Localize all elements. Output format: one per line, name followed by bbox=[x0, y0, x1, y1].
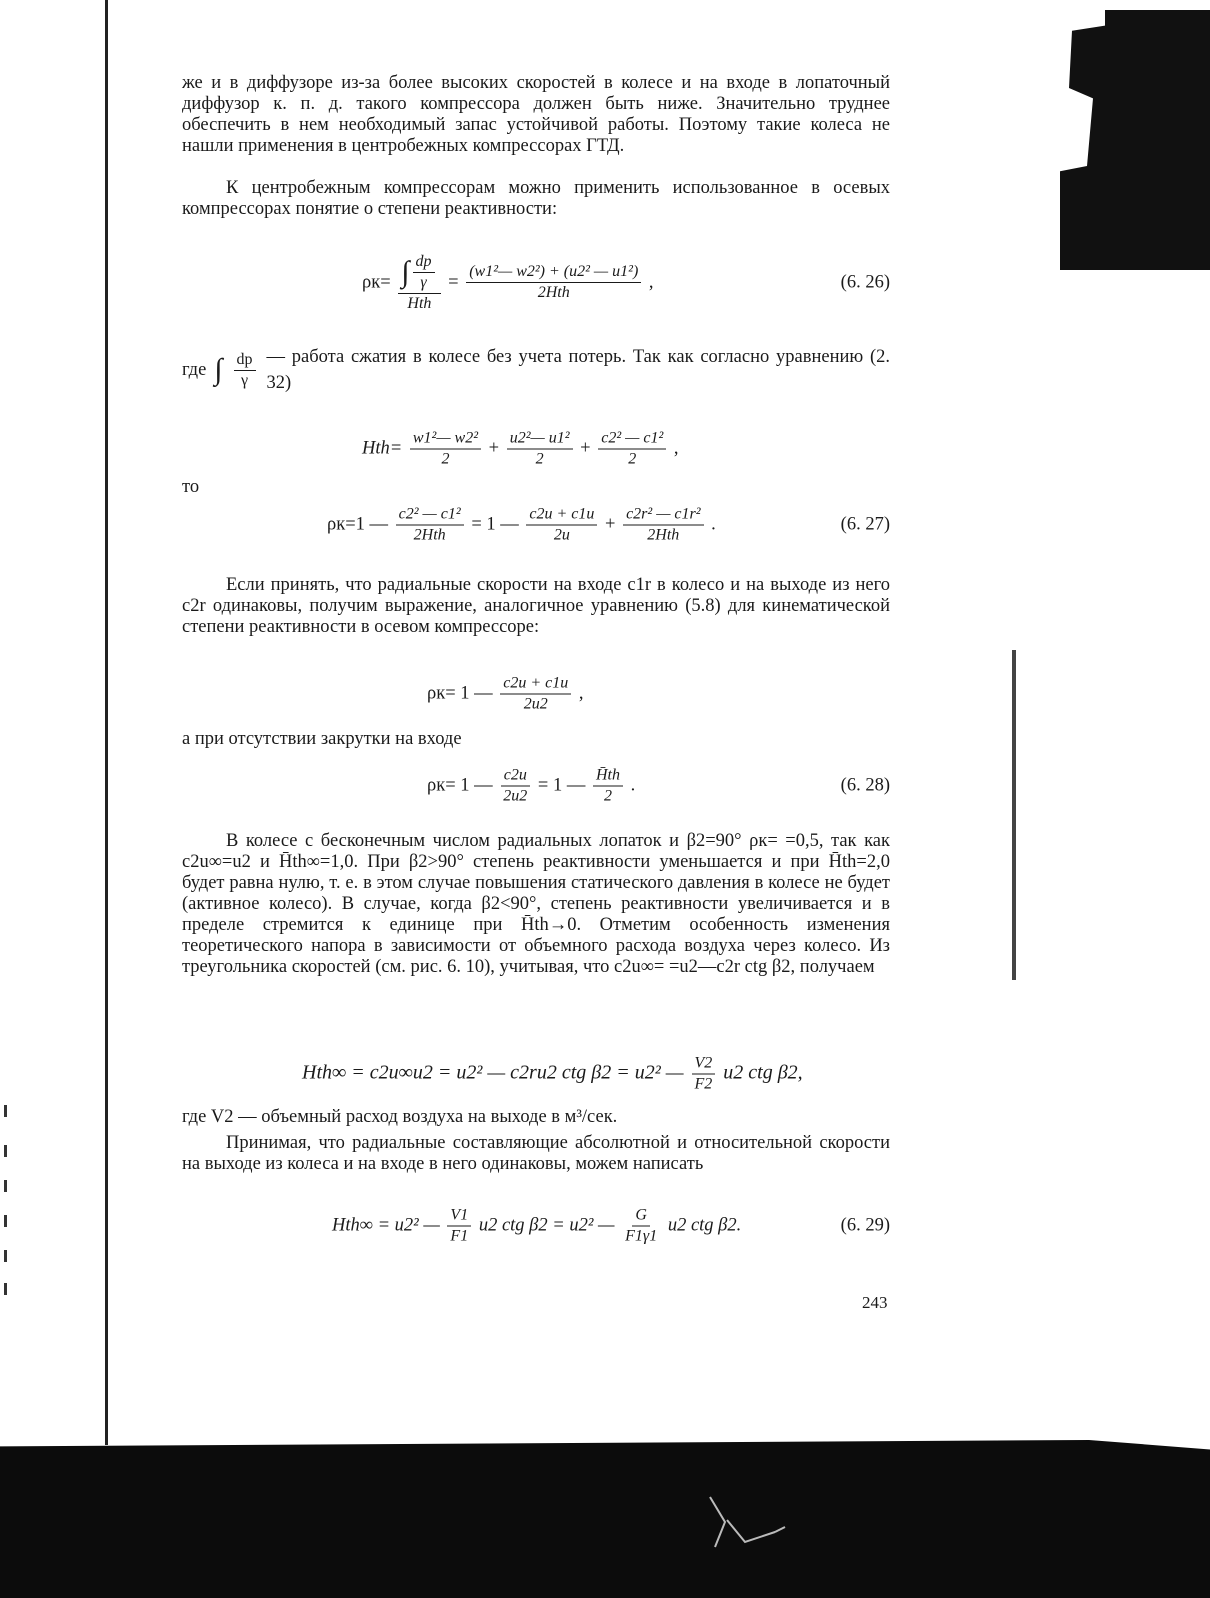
paragraph: где V2 — объемный расход воздуха на выходе в м³/сек. bbox=[182, 1107, 618, 1127]
equation-6-27: ρк=1 — $\frac{\text{c2² — c1²}}{\text{2Hth}}$ = 1 — $\frac{c2u + c1u}{2u}$ + $\frac{\text{c2r² — c1r²}}{\text{2Hth}}$ . (6. 27) bbox=[327, 505, 890, 544]
paragraph: где ∫ $\frac{dp}{\gamma}$ — работа сжатия в колесе без учета потерь. Так как согласно уравнению (2. 32) bbox=[182, 347, 890, 393]
paragraph: же и в диффузоре из-за более высоких скоростей в колесе и на входе в лопаточный диффузор к. п. д. такого компрессора должен быть ниже. Значительно труднее обеспечить в нем необходимый запас устойчивой работы. Поэтому такие колеса не нашли применения в центробежных компрессорах ГТД. bbox=[182, 73, 890, 156]
equation-6-28: ρк= 1 — $\frac{c2u}{2u2}$ = 1 — $\frac{H̄th}{2}$ . (6. 28) bbox=[427, 766, 890, 805]
equation-rho-k: ρк= 1 — $\frac{c2u + c1u}{2u2}$ , bbox=[427, 674, 584, 713]
scan-margin-marks bbox=[4, 1105, 10, 1295]
scan-shadow-line bbox=[1012, 650, 1016, 980]
equation-number: (6. 27) bbox=[840, 514, 890, 535]
integral-sign: ∫ bbox=[214, 353, 223, 386]
scan-shadow-bottom bbox=[0, 1440, 1210, 1598]
equation-hth-inf: Hth∞ = c2u∞u2 = u2² — c2ru2 ctg β2 = u2² — $\frac{V2}{F2}$ u2 ctg β2, bbox=[302, 1054, 803, 1093]
paragraph: В колесе с бесконечным числом радиальных лопаток и β2=90° ρк= =0,5, так как c2u∞=u2 и H̄th∞=1,0. При β2>90° степень реактивности уменьшается и при H̄th=2,0 будет равна нулю, т. е. в этом случае повышения статического давления в колесе не будет (активное колесо). В случае, когда β2<90°, степень реактивности увеличивается и в пределе стремится к единице при H̄th→0. Отметим особенность изменения теоретического напора в зависимости от объемного расхода воздуха через колесо. Из треугольника скоростей (см. рис. 6. 10), учитывая, что c2u∞= =u2—c2r ctg β2, получаем bbox=[182, 831, 890, 977]
scan-artifact bbox=[705, 1492, 795, 1552]
page-number: 243 bbox=[862, 1293, 888, 1312]
equation-number: (6. 26) bbox=[840, 272, 890, 292]
equation-number: (6. 28) bbox=[840, 775, 890, 796]
equation-number: (6. 29) bbox=[840, 1215, 890, 1236]
document-page bbox=[182, 73, 890, 1256]
paragraph: Принимая, что радиальные составляющие абсолютной и относительной скорости на выходе из колеса и на входе в него одинаковы, можем написать bbox=[182, 1133, 890, 1174]
scan-shadow-top-right bbox=[1060, 10, 1210, 270]
paragraph: К центробежным компрессорам можно применить использованное в осевых компрессорах понятие о степени реактивности: bbox=[182, 178, 890, 219]
equation-6-26: ρк= ∫ $\frac{dp}{\gamma}$ Hth = $\frac{\text{(w1²— w2²) + (u2² — u1²)}}{\text{2Hth}}$ , (6. 26) bbox=[362, 252, 890, 312]
scan-binding-edge bbox=[105, 0, 108, 1445]
paragraph: то bbox=[182, 477, 200, 497]
equation-6-29: Hth∞ = u2² — $\frac{V1}{F1}$ u2 ctg β2 = u2² — $\frac{G}{F1\gamma 1}$ u2 ctg β2. (6. 29) bbox=[332, 1206, 890, 1245]
equation-hth: Hth= $\frac{\text{w1²— w2²}}{2}$ + $\frac{\text{u2²— u1²}}{2}$ + $\frac{\text{c2² — c1²}}{2}$ , bbox=[362, 429, 679, 468]
paragraph: Если принять, что радиальные скорости на входе c1r в колесо и на выходе из него c2r одинаковы, получим выражение, аналогичное уравнению (5.8) для кинематической степени реактивности в осевом компрессоре: bbox=[182, 575, 890, 637]
paragraph: а при отсутствии закрутки на входе bbox=[182, 729, 462, 749]
